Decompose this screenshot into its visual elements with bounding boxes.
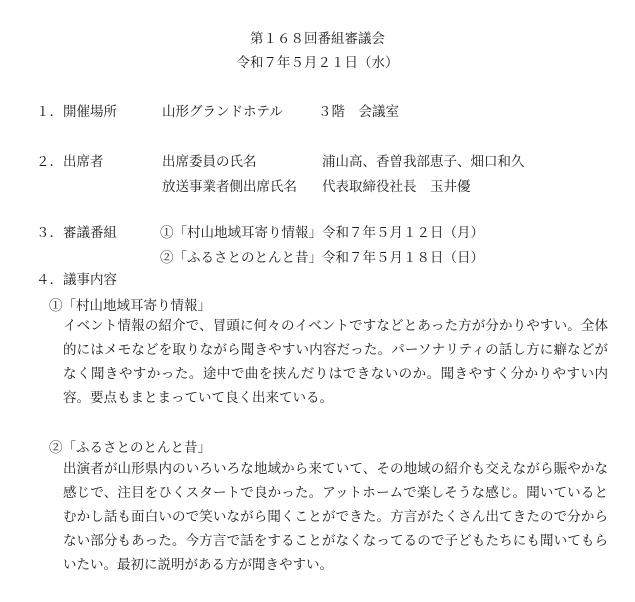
meeting-date: 令和７年５月２１日（水）	[236, 55, 399, 71]
broadcaster-label: 放送事業者側出席氏名	[162, 179, 297, 195]
venue-place: 山形グランドホテル	[162, 104, 283, 120]
committee-label: 出席委員の氏名	[162, 154, 257, 170]
section-label: 審議番組	[63, 225, 117, 241]
committee-names: 浦山高、香曽我部恵子、畑口和久	[322, 154, 525, 170]
discussion-heading: ①「村山地域耳寄り情報」	[49, 298, 211, 314]
program-item: ②「ふるさとのとんと昔」令和７年５月１８日（日）	[160, 250, 484, 266]
section-label: 出席者	[63, 154, 104, 170]
document-title: 第１６８回番組審議会	[250, 31, 385, 47]
discussion-body: イベント情報の紹介で、冒頭に何々のイベントですなどとあった方が分かりやすい。全体的にはメモなどを取りながら聞きやすい内容だった。パーソナリティの話し方に癖などがなく聞きやすかった。途中で曲を挟んだりはできないのか。聞きやすく分かりやすい内容。要点もまとまっていて良く出来ている。	[63, 318, 608, 406]
section-number: ４．	[36, 272, 63, 288]
discussion-heading: ②「ふるさとのとんと昔」	[49, 440, 211, 456]
section-label: 議事内容	[63, 272, 117, 288]
venue-room: ３階 会議室	[318, 104, 399, 120]
section-number: ２．	[36, 154, 63, 170]
section-number: ３．	[36, 225, 63, 241]
broadcaster-names: 代表取締役社長 玉井優	[322, 179, 471, 195]
discussion-body: 出演者が山形県内のいろいろな地域から来ていて、その地域の紹介も交えながら賑やかな感じで、注目をひくスタートで良かった。アットホームで楽しそうな感じ。聞いているとむかし話も面白いので笑いながら聞くことができた。方言がたくさん出てきたので分からない部分もあった。今方言で話をすることがなくなってるので子どもたちにも聞いてもらいたい。最初に説明がある方が聞きやすい。	[63, 461, 608, 573]
section-label: 開催場所	[63, 104, 117, 120]
section-number: １．	[36, 104, 63, 120]
program-item: ①「村山地域耳寄り情報」令和７年５月１２日（月）	[160, 225, 484, 241]
